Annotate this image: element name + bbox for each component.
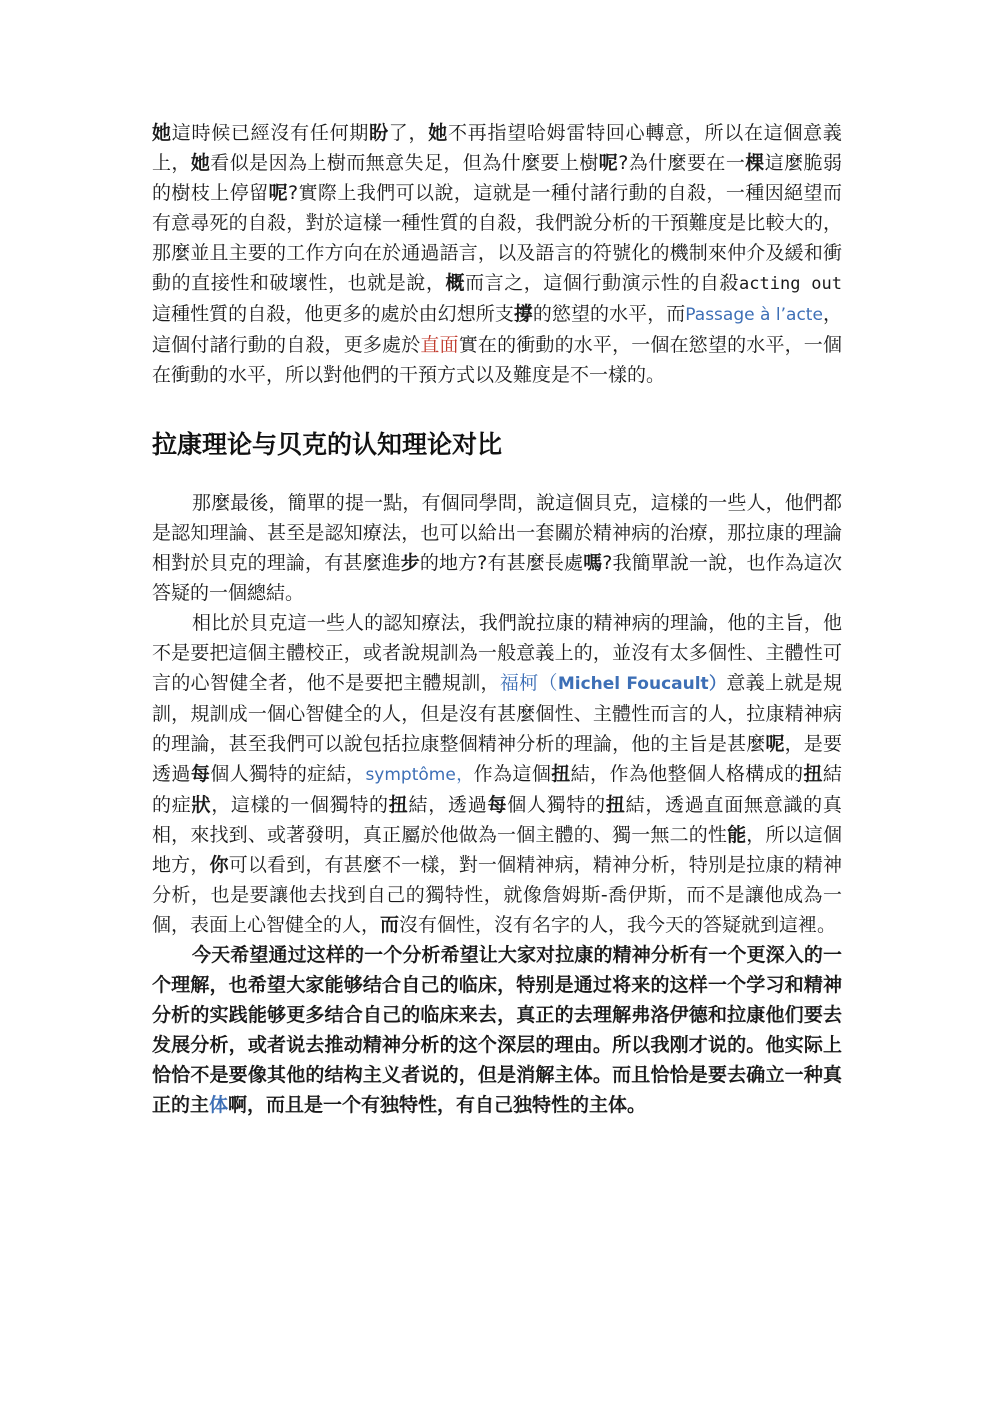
text-run: 結的症 [152, 763, 842, 816]
text-run: ，這樣的一個獨特的 [211, 794, 389, 816]
text-run: 嗎 [583, 552, 603, 574]
text-run: 結，作為他整個人格構成的 [570, 763, 804, 785]
text-run: 不再指望哈姆雷特回心轉意，所以在這個意義上， [152, 122, 842, 174]
text-run: 她 [428, 122, 448, 144]
name-foucault-cn: 福柯（ [499, 672, 558, 694]
text-run: 作為這個 [473, 763, 552, 785]
text-run: ，而且是一个有独特性，有自己独特性的主体。 [247, 1094, 647, 1116]
text-run: 的地方?有甚麼長處 [419, 552, 584, 574]
document-page [152, 118, 842, 1120]
text-run: ，是要透過 [152, 733, 842, 785]
text-run: 啊 [228, 1094, 248, 1116]
text-run: 盼 [369, 122, 389, 144]
text-run: 她 [152, 122, 172, 144]
text-run: 今天希望通过这样的一个分析希望让大家对拉康的精神分析有一个更深入的一个理解，也希望大家能够结合自己的临床，特别是通过将来的这样一个学习和精神分析的实践能够更多结合自己的临床来去，真正的去理解弗洛伊德和拉康他们要去发展分析，或者说去推动精神分析的这个深层的理由。所以我刚才说的。他实际上恰恰不是要像其他的结构主义者说的，但是消解主体。而且恰恰是要去确立一种真正的主 [152, 944, 842, 1116]
text-run: 扭 [388, 794, 409, 816]
text-run: 的慾望的水平，而 [532, 303, 686, 325]
text-run: 概 [445, 272, 466, 294]
text-run: 結，透過直面無意識的真相，來找到、或著發明，真正屬於他做為一個主體的、獨一無二的性 [152, 794, 842, 846]
text-run: 可以看到，有甚麼不一樣，對一個精神病，精神分析，特別是拉康的精神分析，也是要讓他去找到自己的獨特性，就像詹姆斯-喬伊斯，而不是讓他成為一個，表面上心智健全的人， [152, 854, 842, 936]
text-run: 那麼最後，簡單的提一點，有個同學問，說這個貝克，這樣的一些人，他們都是認知理論、甚至是認知療法，也可以給出一套關於精神病的治療，那拉康的理論相對於貝克的理論，有甚麼進 [152, 492, 842, 574]
closing-section [152, 940, 842, 1120]
text-run: 意義上就是規訓，規訓成一個心智健全的人，但是沒有甚麼個性、主體性而言的人，拉康精神病的理論，甚至我們可以說包括拉康整個精神分析的理論，他的主旨是甚麼 [152, 672, 842, 755]
text-run: ，這個付諸行動的自殺，更多處於 [152, 303, 842, 356]
highlighted-text: 直面 [420, 334, 459, 356]
text-run: 看似是因為上樹而無意失足，但為什麼要上樹 [210, 152, 599, 174]
paragraph-4 [152, 940, 842, 1120]
text-run: 你 [209, 854, 229, 876]
text-run: 狀 [191, 794, 212, 816]
text-run: 這麼脆弱的樹枝上停留 [152, 152, 842, 204]
text-run: 扭 [605, 794, 626, 816]
text-run: 沒有個性，沒有名字的人，我今天的答疑就到這裡。 [399, 914, 837, 936]
text-run: 這種性質的自殺，他更多的處於由幻想所支 [152, 303, 514, 325]
text-run: 步 [400, 552, 420, 574]
latin-term-symptome: symptôme， [365, 765, 474, 785]
text-run: ?實際上我們可以說，這就是一種付諸行動的自殺，一種因絕望而有意尋死的自殺，對於這樣一種性質的自殺，我們說分析的干預難度是比較大的，那麼並且主要的工作方向在於通過語言，以及語言的符號化的機制來仲介及緩和衝動的直接性和破壞性，也就是說， [152, 182, 842, 294]
text-run: 這時候已經沒有任何期 [171, 122, 370, 144]
text-run: 了， [388, 122, 429, 144]
text-run: ?我簡單說一說，也作為這次答疑的一個總結。 [152, 552, 842, 604]
text-run: 實在的衝動的水平，一個在慾望的水平，一個在衝動的水平，所以對他們的干預方式以及難度是不一樣的。 [152, 334, 842, 386]
name-foucault-latin: Michel Foucault） [557, 674, 727, 694]
section-heading: 拉康理论与贝克的认知理论对比 [152, 430, 503, 459]
text-run: 每 [190, 763, 211, 785]
text-run: 呢 [598, 152, 619, 174]
text-run: 扭 [803, 763, 823, 785]
text-run: 呢 [268, 182, 288, 204]
paragraph-1 [152, 118, 842, 390]
text-run: 而 [380, 914, 400, 936]
latin-term-passage-a-lacte: Passage à l’acte [685, 305, 823, 325]
text-run: 能 [727, 824, 747, 846]
text-run: 結，透過 [408, 794, 488, 816]
text-run: 棵 [745, 152, 765, 174]
text-run: 扭 [551, 763, 571, 785]
paragraph-2 [152, 488, 842, 608]
paragraph-3 [152, 608, 842, 940]
text-run: 而言之，這個行動演示性的自殺 [465, 272, 740, 294]
latin-term-acting-out: acting out [739, 274, 842, 294]
text-run: 相比於貝克這一些人的認知療法，我們說拉康的精神病的理論，他的主旨，他不是要把這個主體校正，或者說規訓為一般意義上的，並沒有太多個性、主體性可言的心智健全者，他不是要把主體規訓， [152, 612, 842, 694]
text-run: 個人獨特的症結， [210, 763, 366, 785]
text-run: ?為什麼要在一 [618, 152, 746, 174]
text-run: 体 [209, 1094, 229, 1116]
text-run: 每 [487, 794, 508, 816]
text-run: 呢 [765, 733, 785, 755]
text-run: 撐 [513, 303, 533, 325]
text-run: 她 [190, 152, 211, 174]
text-run: 個人獨特的 [507, 794, 606, 816]
text-run: ，所以這個地方， [152, 824, 842, 876]
